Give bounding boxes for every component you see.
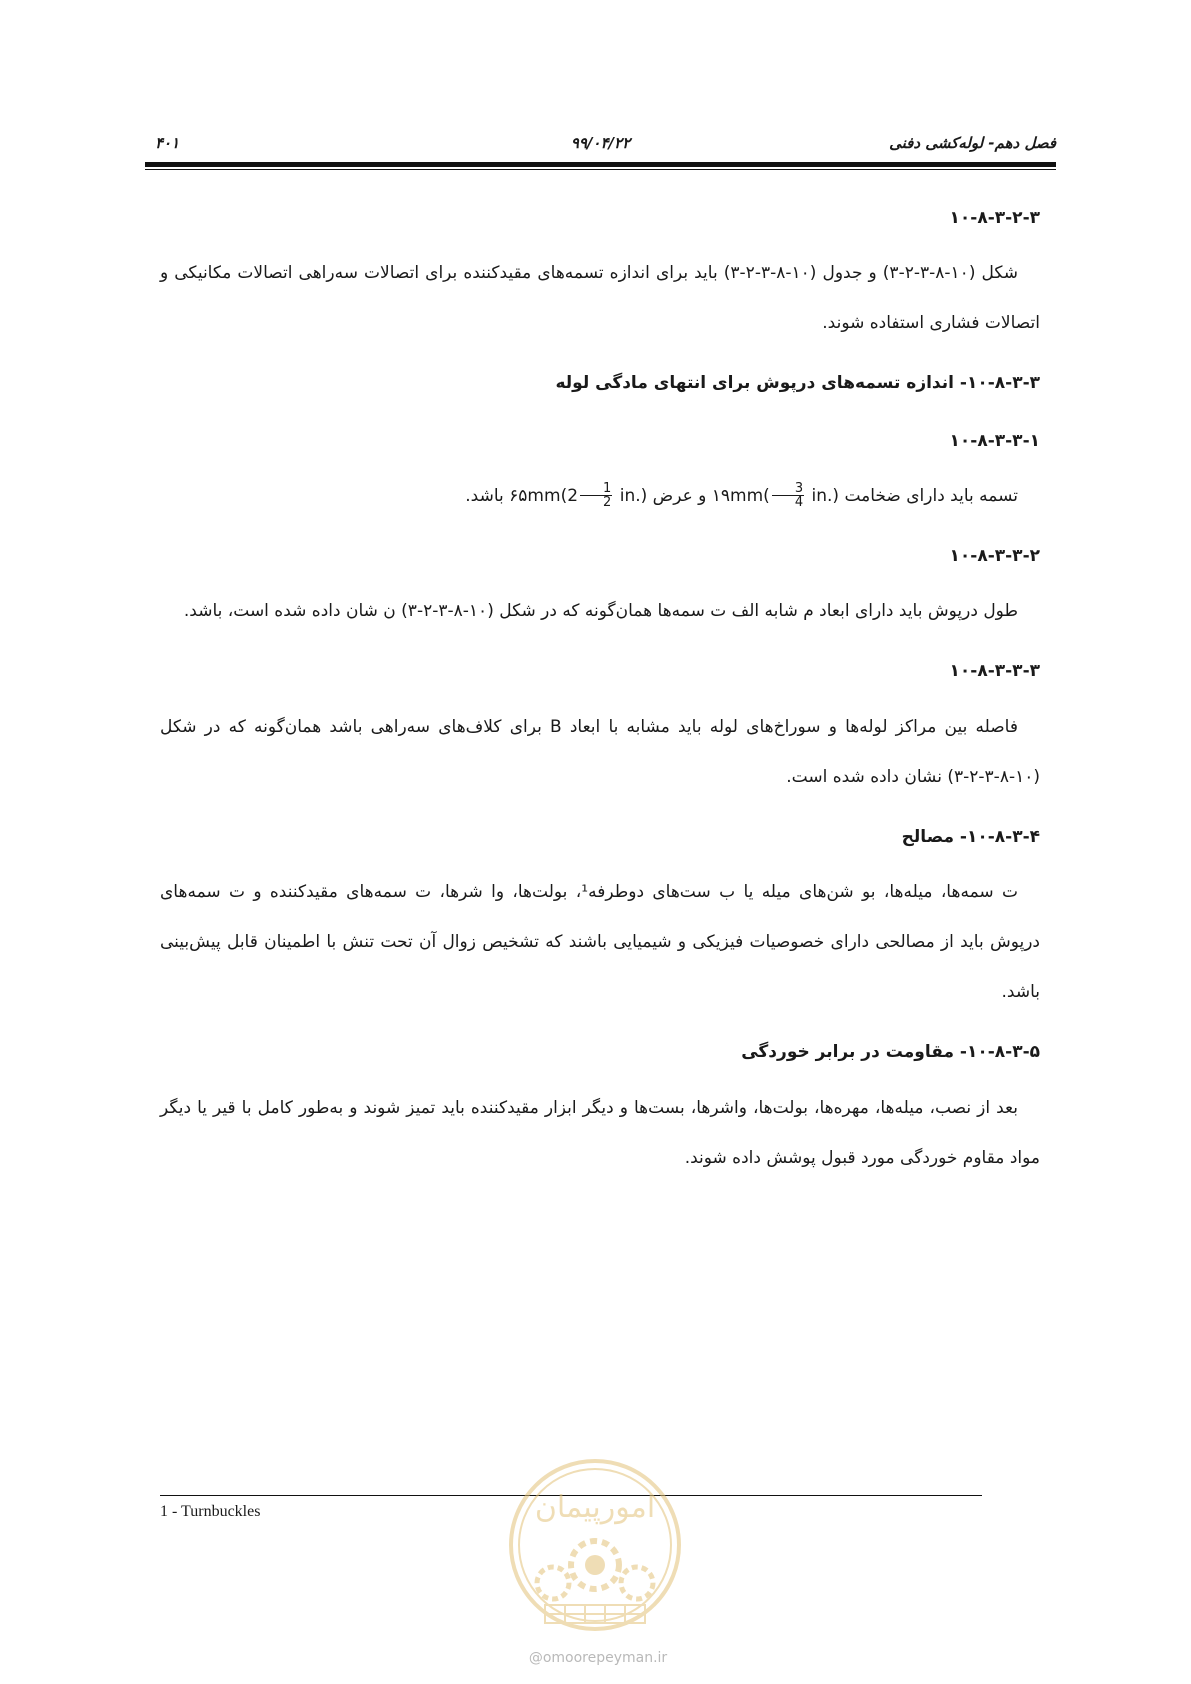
dim-text-after: باشد. xyxy=(465,485,504,506)
watermark-logo xyxy=(505,1455,685,1650)
body-content xyxy=(160,205,1040,1205)
watermark-logo-text: امورپیمان xyxy=(534,1490,656,1525)
paragraph: فاصله بین مراکز لوله‌ها و سوراخ‌های لوله باید مشابه با ابعاد B برای کلاف‌های سه‌راهی باشد همان‌گونه که در شکل (۱۰-۸-۳-۲-۳) نشان داده شده است. xyxy=(160,716,1040,787)
page-header xyxy=(145,130,1056,158)
thickness-mm: ۱۹mm xyxy=(711,485,764,506)
paragraph-dimensions xyxy=(160,471,1040,521)
section-heading: ۱۰-۸-۳-۳-۲ xyxy=(949,545,1040,566)
page-number: ۴۰۱ xyxy=(155,134,180,152)
width-mm: ۶۵mm xyxy=(509,485,561,506)
watermark-url: @omoorepeyman.ir xyxy=(528,1650,668,1666)
dim-text-middle: و عرض xyxy=(652,485,707,506)
section-heading: ۱۰-۸-۳-۳-۱ xyxy=(949,430,1040,451)
fraction-numerator: 1 xyxy=(580,482,612,496)
paragraph: ت سمه‌ها، میله‌ها، بو شن‌های میله یا ب ست‌های دوطرفه¹، بولت‌ها، وا شرها، ت سمه‌های مقیدکننده و ت سمه‌های درپوش باید از مصالحی دارای خصوصیات فیزیکی و شیمیایی باشند که تشخیص زوال آن تحت تنش با اطمینان قابل پیش‌بینی باشد. xyxy=(160,881,1040,1003)
section-heading: ۱۰-۸-۳-۳-۳ xyxy=(949,661,1040,682)
section-heading: ۱۰-۸-۳-۳- اندازه تسمه‌های درپوش برای انتهای مادگی لوله xyxy=(555,373,1040,394)
thickness-inches: ( $\frac{3}{4}$ in.) xyxy=(763,481,840,511)
section-heading: ۱۰-۸-۳-۵- مقاومت در برابر خوردگی xyxy=(741,1042,1040,1063)
width-whole: 2 xyxy=(567,485,579,506)
footnote: 1 - Turnbuckles xyxy=(160,1503,261,1520)
fraction-denominator: 4 xyxy=(794,495,804,511)
section-heading: ۱۰-۸-۳-۴- مصالح xyxy=(901,826,1040,847)
paragraph: بعد از نصب، میله‌ها، مهره‌ها، بولت‌ها، واشرها، بست‌ها و دیگر ابزار مقیدکننده باید تمیز شوند و به‌طور کامل با قیر یا دیگر مواد مقاوم خوردگی مورد قبول پوشش داده شوند. xyxy=(160,1097,1040,1168)
chapter-title: فصل دهم- لوله‌کشی دفنی xyxy=(889,134,1056,152)
fraction-denominator: 2 xyxy=(603,495,612,511)
header-rule-thin xyxy=(145,169,1056,170)
header-rule-thick xyxy=(145,162,1056,167)
dim-text-before: تسمه باید دارای ضخامت xyxy=(844,485,1018,506)
header-date: ۹۹/۰۴/۲۲ xyxy=(570,134,631,152)
paragraph: طول درپوش باید دارای ابعاد م شابه الف ت سمه‌ها همان‌گونه که در شکل (۱۰-۸-۳-۲-۳) ن شان داده شده است، باشد. xyxy=(183,601,1018,622)
fraction-numerator: 3 xyxy=(772,482,804,496)
section-heading: ۱۰-۸-۳-۲-۳ xyxy=(949,208,1040,228)
thickness-fraction xyxy=(772,482,804,509)
width-inches: (2 $\frac{1}{2}$ in.) xyxy=(560,481,648,511)
width-fraction xyxy=(580,482,612,509)
inch-unit: in. xyxy=(811,485,833,506)
inch-unit: in. xyxy=(619,485,641,506)
paragraph: شکل (۱۰-۸-۳-۲-۳) و جدول (۱۰-۸-۳-۲-۳) باید برای اندازه تسمه‌های مقیدکننده برای اتصالات سه‌راهی اتصالات مکانیکی و اتصالات فشاری استفاده شوند. xyxy=(160,263,1040,334)
